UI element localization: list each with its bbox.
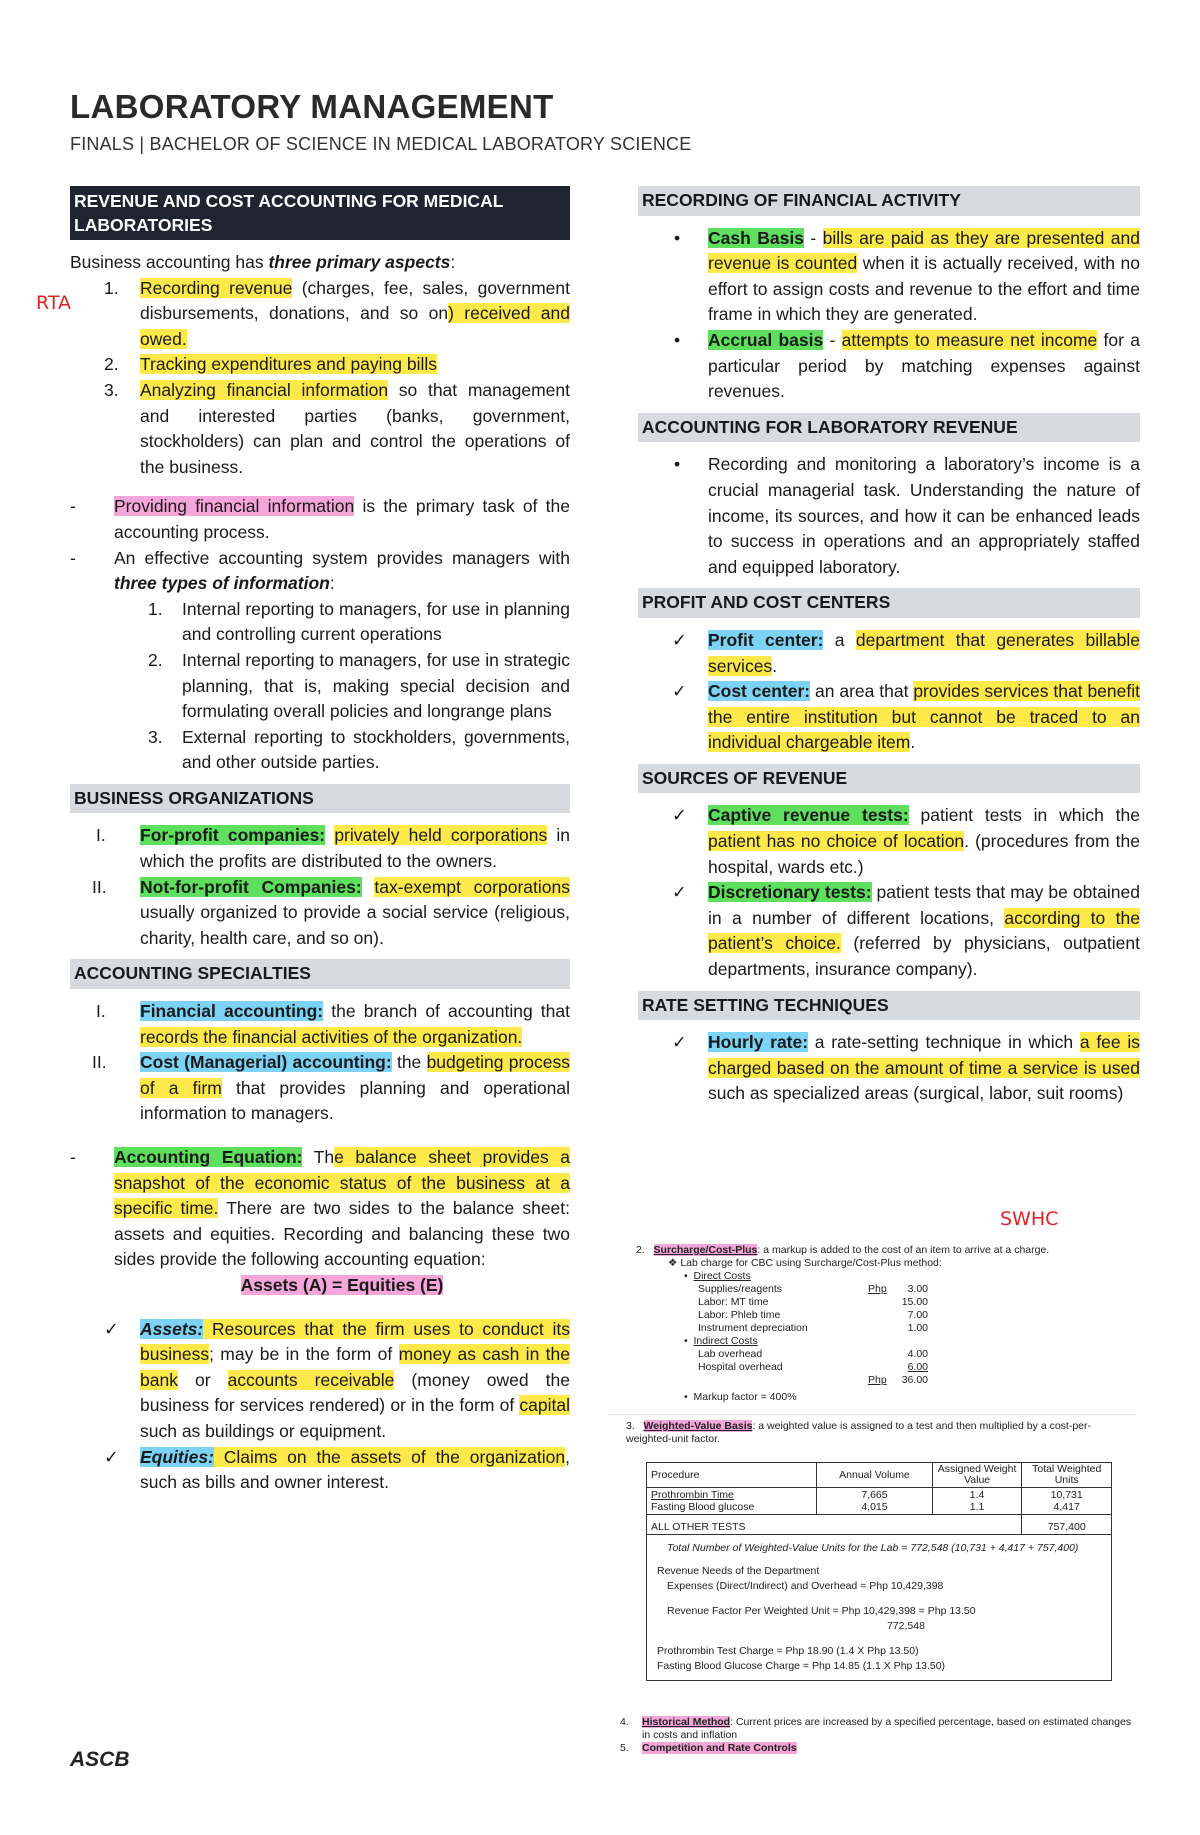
- document-title: LABORATORY MANAGEMENT: [70, 88, 554, 125]
- table-header: Annual Volume: [817, 1463, 933, 1488]
- section-header-specialties: ACCOUNTING SPECIALTIES: [70, 959, 570, 989]
- list-item: 2. Tracking expenditures and paying bills: [104, 354, 438, 375]
- list-item: II. Cost (Managerial) accounting: the budgeting process of a firm that provides planning and operational information to managers.: [92, 1052, 570, 1124]
- section-header-business: BUSINESS ORGANIZATIONS: [70, 784, 570, 814]
- list-item: 3. Analyzing financial information so that management and interested parties (banks, government, stockholders) can plan and control the operations of the business.: [104, 379, 570, 477]
- check-item: ✓ Captive revenue tests: patient tests in which the patient has no choice of location. (procedures from the hospital, wards etc.): [672, 805, 1140, 877]
- info-types-list: [148, 597, 570, 776]
- dash-item: - Providing financial information is the primary task of the accounting process.: [70, 496, 570, 542]
- table-header: Procedure: [647, 1463, 817, 1488]
- bullet-item: • Cash Basis - bills are paid as they are presented and revenue is counted when it is actually received, with no effort to assign costs and revenue to the effort and time frame in which they are generated.: [674, 227, 1140, 325]
- bullet-item: • Accrual basis - attempts to measure net income for a particular period by matching expenses against revenues.: [674, 329, 1140, 402]
- section-header-sources: SOURCES OF REVENUE: [638, 764, 1140, 794]
- surcharge-cost-plus-clip: 2. Surcharge/Cost-Plus: a markup is added to the cost of an item to arrive at a charge. ❖ Lab charge for CBC using Surcharge/Cost-Plus method: • Direct Costs Supplies/reagents Php 3.00 Labor: MT time 15.00 Labor: Phleb time 7.00 Instrument depreciation 1.00 • Indirect Costs Lab overhead 4.00 Hospital overhead 6.00 Php 36.00 • Markup factor = 400%: [636, 1244, 1136, 1404]
- table-header: Total Weighted Units: [1022, 1463, 1112, 1488]
- check-item: ✓ Discretionary tests: patient tests that may be obtained in a number of different locations, according to the patient’s choice. (referred by physicians, outpatient departments, insurance company).: [672, 882, 1140, 980]
- historical-methods-clip: 4. Historical Method: Current prices are increased by a specified percentage, based on estimated changes in costs and inflation 5. Competition and Rate Controls: [620, 1716, 1132, 1754]
- section-header-lab-revenue: ACCOUNTING FOR LABORATORY REVENUE: [638, 413, 1140, 443]
- footer-ascb: ASCB: [70, 1748, 130, 1771]
- table-header: Assigned Weight Value: [932, 1463, 1022, 1488]
- list-item: 2. Internal reporting to managers, for use in strategic planning, that is, making special decision and formulating overall policies and longrange plans: [148, 649, 570, 722]
- table-calculations: Total Number of Weighted-Value Units for the Lab = 772,548 (10,731 + 4,417 + 757,400) Revenue Needs of the Department Expenses (Direct/Indirect) and Overhead = Php 10,429,398 Revenue Factor Per Weighted Unit = Php 10,429,398 = Php 13.50 772,548 Prothrombin Test Charge = Php 18.90 (1.4 X Php 13.50) Fasting Blood Glucose Charge = Php 14.85 (1.1 X Php 13.50): [647, 1535, 1112, 1681]
- list-item: 1. Internal reporting to managers, for use in planning and controlling current operations: [148, 598, 570, 645]
- intro-text: Business accounting has three primary aspects:: [70, 252, 456, 272]
- left-column: [70, 186, 570, 1496]
- indirect-costs-table: Lab overhead 4.00 Hospital overhead 6.00 Php 36.00: [698, 1348, 928, 1386]
- list-item: I. For-profit companies: privately held corporations in which the profits are distributed to the owners.: [96, 825, 570, 872]
- section-header-rate-setting: RATE SETTING TECHNIQUES: [638, 991, 1140, 1021]
- list-item: II. Not-for-profit Companies: tax-exempt corporations usually organized to provide a social service (religious, charity, health care, and so on).: [92, 876, 570, 948]
- section-header-revenue: REVENUE AND COST ACCOUNTING FOR MEDICAL LABORATORIES: [70, 186, 570, 240]
- check-item: ✓ Hourly rate: a rate-setting technique in which a fee is charged based on the amount of time a service is used such as specialized areas (surgical, labor, suit rooms): [672, 1032, 1140, 1104]
- aspects-list: [104, 276, 570, 481]
- document-subtitle: FINALS | BACHELOR OF SCIENCE IN MEDICAL LABORATORY SCIENCE: [70, 134, 692, 154]
- table-row: ALL OTHER TESTS 757,400: [647, 1515, 1112, 1535]
- accounting-equation: - Accounting Equation: The balance sheet provides a snapshot of the economic status of the business at a specific time. There are two sides to the balance sheet: assets and equities. Recording and balancing these two sides provide the following accounting equation:: [70, 1147, 571, 1270]
- weighted-value-clip: 3. Weighted-Value Basis: a weighted value is assigned to a test and then multiplied by a cost-per-weighted-unit factor.: [626, 1420, 1091, 1445]
- dash-item: - An effective accounting system provides managers with three types of information:: [70, 547, 570, 594]
- note-rta: RTA: [36, 292, 71, 314]
- check-item: ✓ Profit center: a department that generates billable services.: [672, 629, 1140, 676]
- check-item: ✓ Cost center: an area that provides services that benefit the entire institution but cannot be traced to an individual chargeable item.: [672, 681, 1140, 753]
- direct-costs-table: Supplies/reagents Php 3.00 Labor: MT time 15.00 Labor: Phleb time 7.00 Instrument depreciation 1.00: [698, 1283, 928, 1334]
- check-item-assets: ✓ Assets: Resources that the firm uses to conduct its business; may be in the form of money as cash in the bank or accounts receivable (money owed the business for services rendered) or in the form of capital such as buildings or equipment.: [104, 1318, 570, 1441]
- equation-formula: Assets (A) = Equities (E): [240, 1274, 444, 1295]
- note-swhc: SWHC: [1000, 1208, 1059, 1230]
- right-column: [638, 186, 1140, 1107]
- section-header-profit-cost: PROFIT AND COST CENTERS: [638, 588, 1140, 618]
- weighted-value-table: [646, 1462, 1112, 1681]
- list-item: 3. External reporting to stockholders, governments, and other outside parties.: [148, 726, 570, 773]
- list-item: I. Financial accounting: the branch of accounting that records the financial activities of the organization.: [96, 1001, 570, 1047]
- list-item: 1. Recording revenue (charges, fee, sales, government disbursements, donations, and so on) received and owed.: [104, 277, 571, 349]
- check-item-equities: ✓ Equities: Claims on the assets of the organization, such as bills and owner interest.: [104, 1446, 570, 1493]
- bullet-item: • Recording and monitoring a laboratory’s income is a crucial managerial task. Understanding the nature of income, its sources, and how it can be enhanced leads to success in operations and an appropriately staffed and equipped laboratory.: [674, 454, 1140, 577]
- section-header-recording: RECORDING OF FINANCIAL ACTIVITY: [638, 186, 1140, 216]
- table-row: Prothrombin Time Fasting Blood glucose 7,665 4,015 1.4 1.1 10,731 4,417: [647, 1488, 1112, 1515]
- divider: [608, 1414, 1136, 1415]
